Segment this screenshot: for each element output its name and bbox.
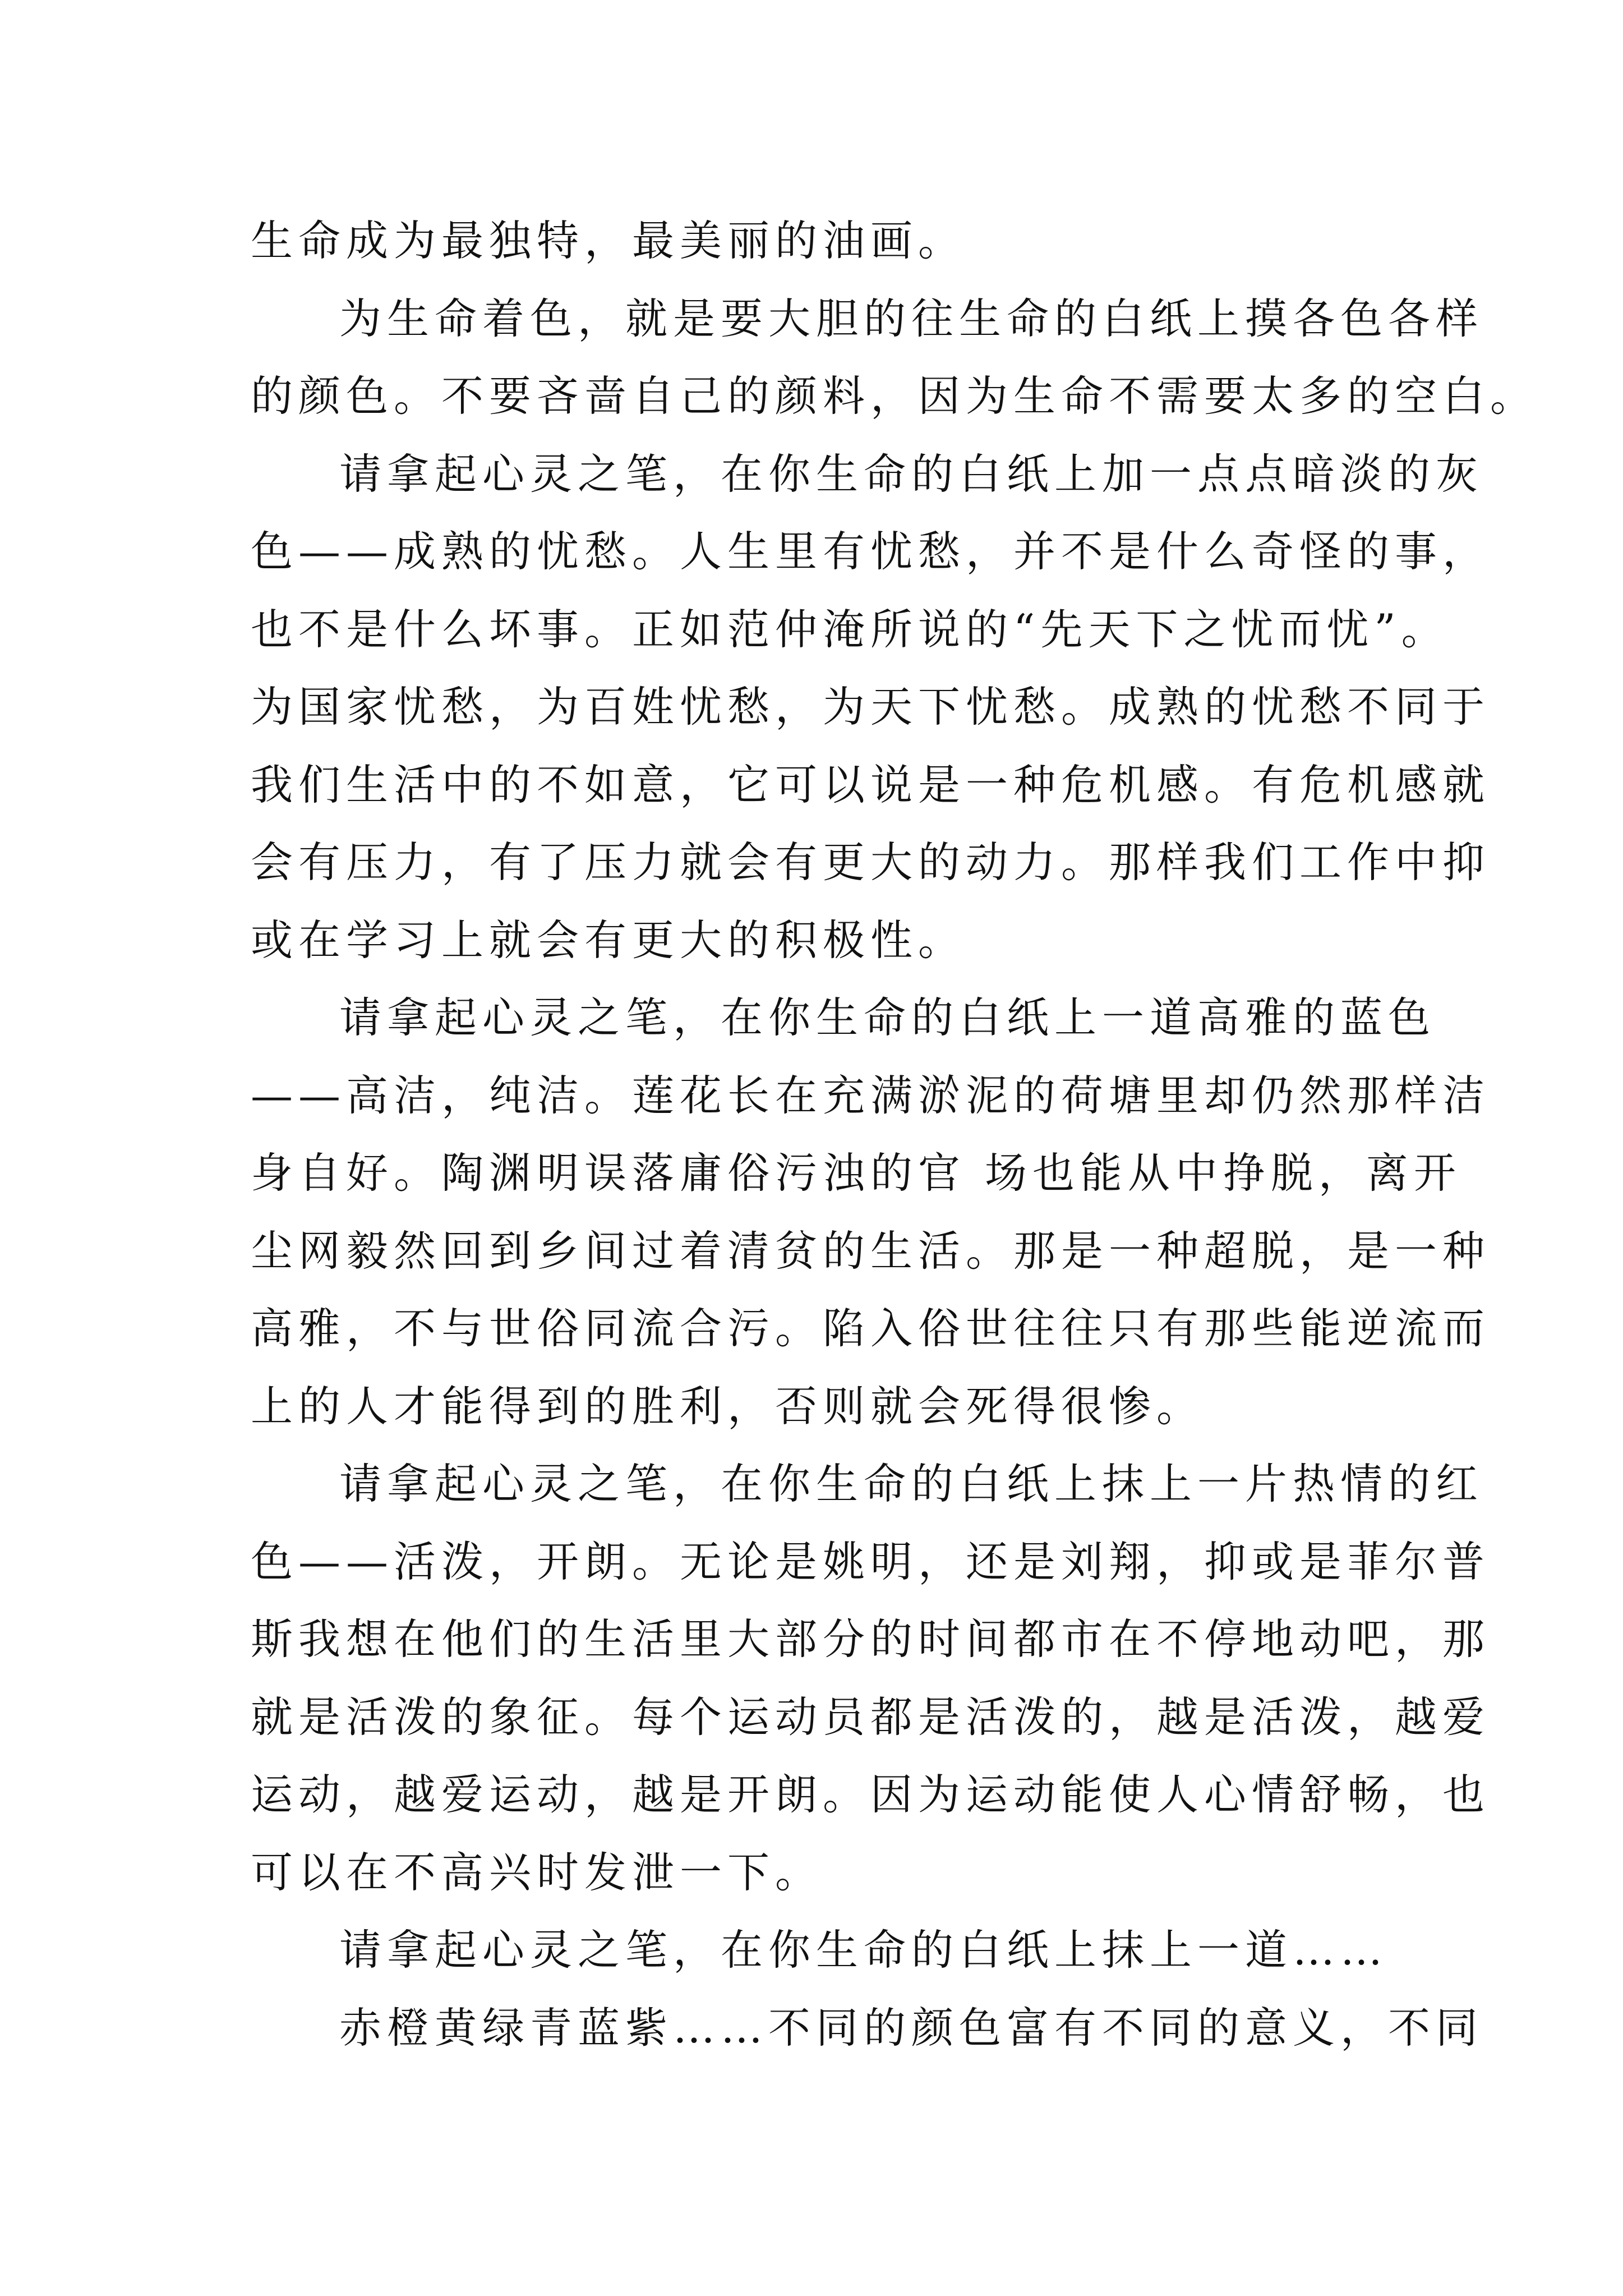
text-line: 色——成熟的忧愁。人生里有忧愁，并不是什么奇怪的事， [251, 527, 1491, 576]
text-line: 为国家忧愁，为百姓忧愁，为天下忧愁。成熟的忧愁不同于 [251, 682, 1491, 731]
text-line: ——高洁，纯洁。莲花长在充满淤泥的荷塘里却仍然那样洁 [251, 1070, 1491, 1120]
text-line: 斯我想在他们的生活里大部分的时间都市在不停地动吧，那 [251, 1614, 1491, 1664]
text-line: 为生命着色，就是要大胆的往生命的白纸上摸各色各样 [339, 293, 1484, 343]
text-line: 我们生活中的不如意，它可以说是一种危机感。有危机感就 [251, 760, 1491, 809]
text-line: 上的人才能得到的胜利，否则就会死得很惨。 [251, 1381, 1205, 1431]
text-line: 或在学习上就会有更大的积极性。 [251, 915, 966, 965]
text-line: 可以在不高兴时发泄一下。 [251, 1847, 823, 1897]
text-line: 请拿起心灵之笔，在你生命的白纸上一道高雅的蓝色 [339, 993, 1436, 1042]
text-line: 身自好。陶渊明误落庸俗污浊的官 场也能从中挣脱，离开 [251, 1148, 1461, 1198]
text-line: 就是活泼的象征。每个运动员都是活泼的，越是活泼，越爱 [251, 1692, 1491, 1742]
text-line: 尘网毅然回到乡间过着清贫的生活。那是一种超脱，是一种 [251, 1226, 1491, 1276]
text-line: 的颜色。不要吝啬自己的颜料，因为生命不需要太多的空白。 [251, 371, 1538, 421]
text-line: 请拿起心灵之笔，在你生命的白纸上抹上一片热情的红 [339, 1459, 1484, 1508]
essay-text [251, 202, 1538, 2067]
text-line: 生命成为最独特，最美丽的油画。 [251, 216, 966, 265]
text-line: 也不是什么坏事。正如范仲淹所说的“先天下之忧而忧”。 [251, 604, 1449, 654]
text-line: 高雅，不与世俗同流合污。陷入俗世往往只有那些能逆流而 [251, 1304, 1491, 1353]
text-line: 色——活泼，开朗。无论是姚明，还是刘翔，抑或是菲尔普 [251, 1536, 1491, 1586]
text-line: 赤橙黄绿青蓝紫……不同的颜色富有不同的意义，不同 [339, 2003, 1484, 2053]
text-line: 请拿起心灵之笔，在你生命的白纸上抹上一道…… [339, 1925, 1389, 1975]
text-line: 运动，越爱运动，越是开朗。因为运动能使人心情舒畅，也 [251, 1770, 1491, 1819]
text-line: 请拿起心灵之笔，在你生命的白纸上加一点点暗淡的灰 [339, 449, 1484, 499]
text-line: 会有压力，有了压力就会有更大的动力。那样我们工作中抑 [251, 838, 1491, 887]
